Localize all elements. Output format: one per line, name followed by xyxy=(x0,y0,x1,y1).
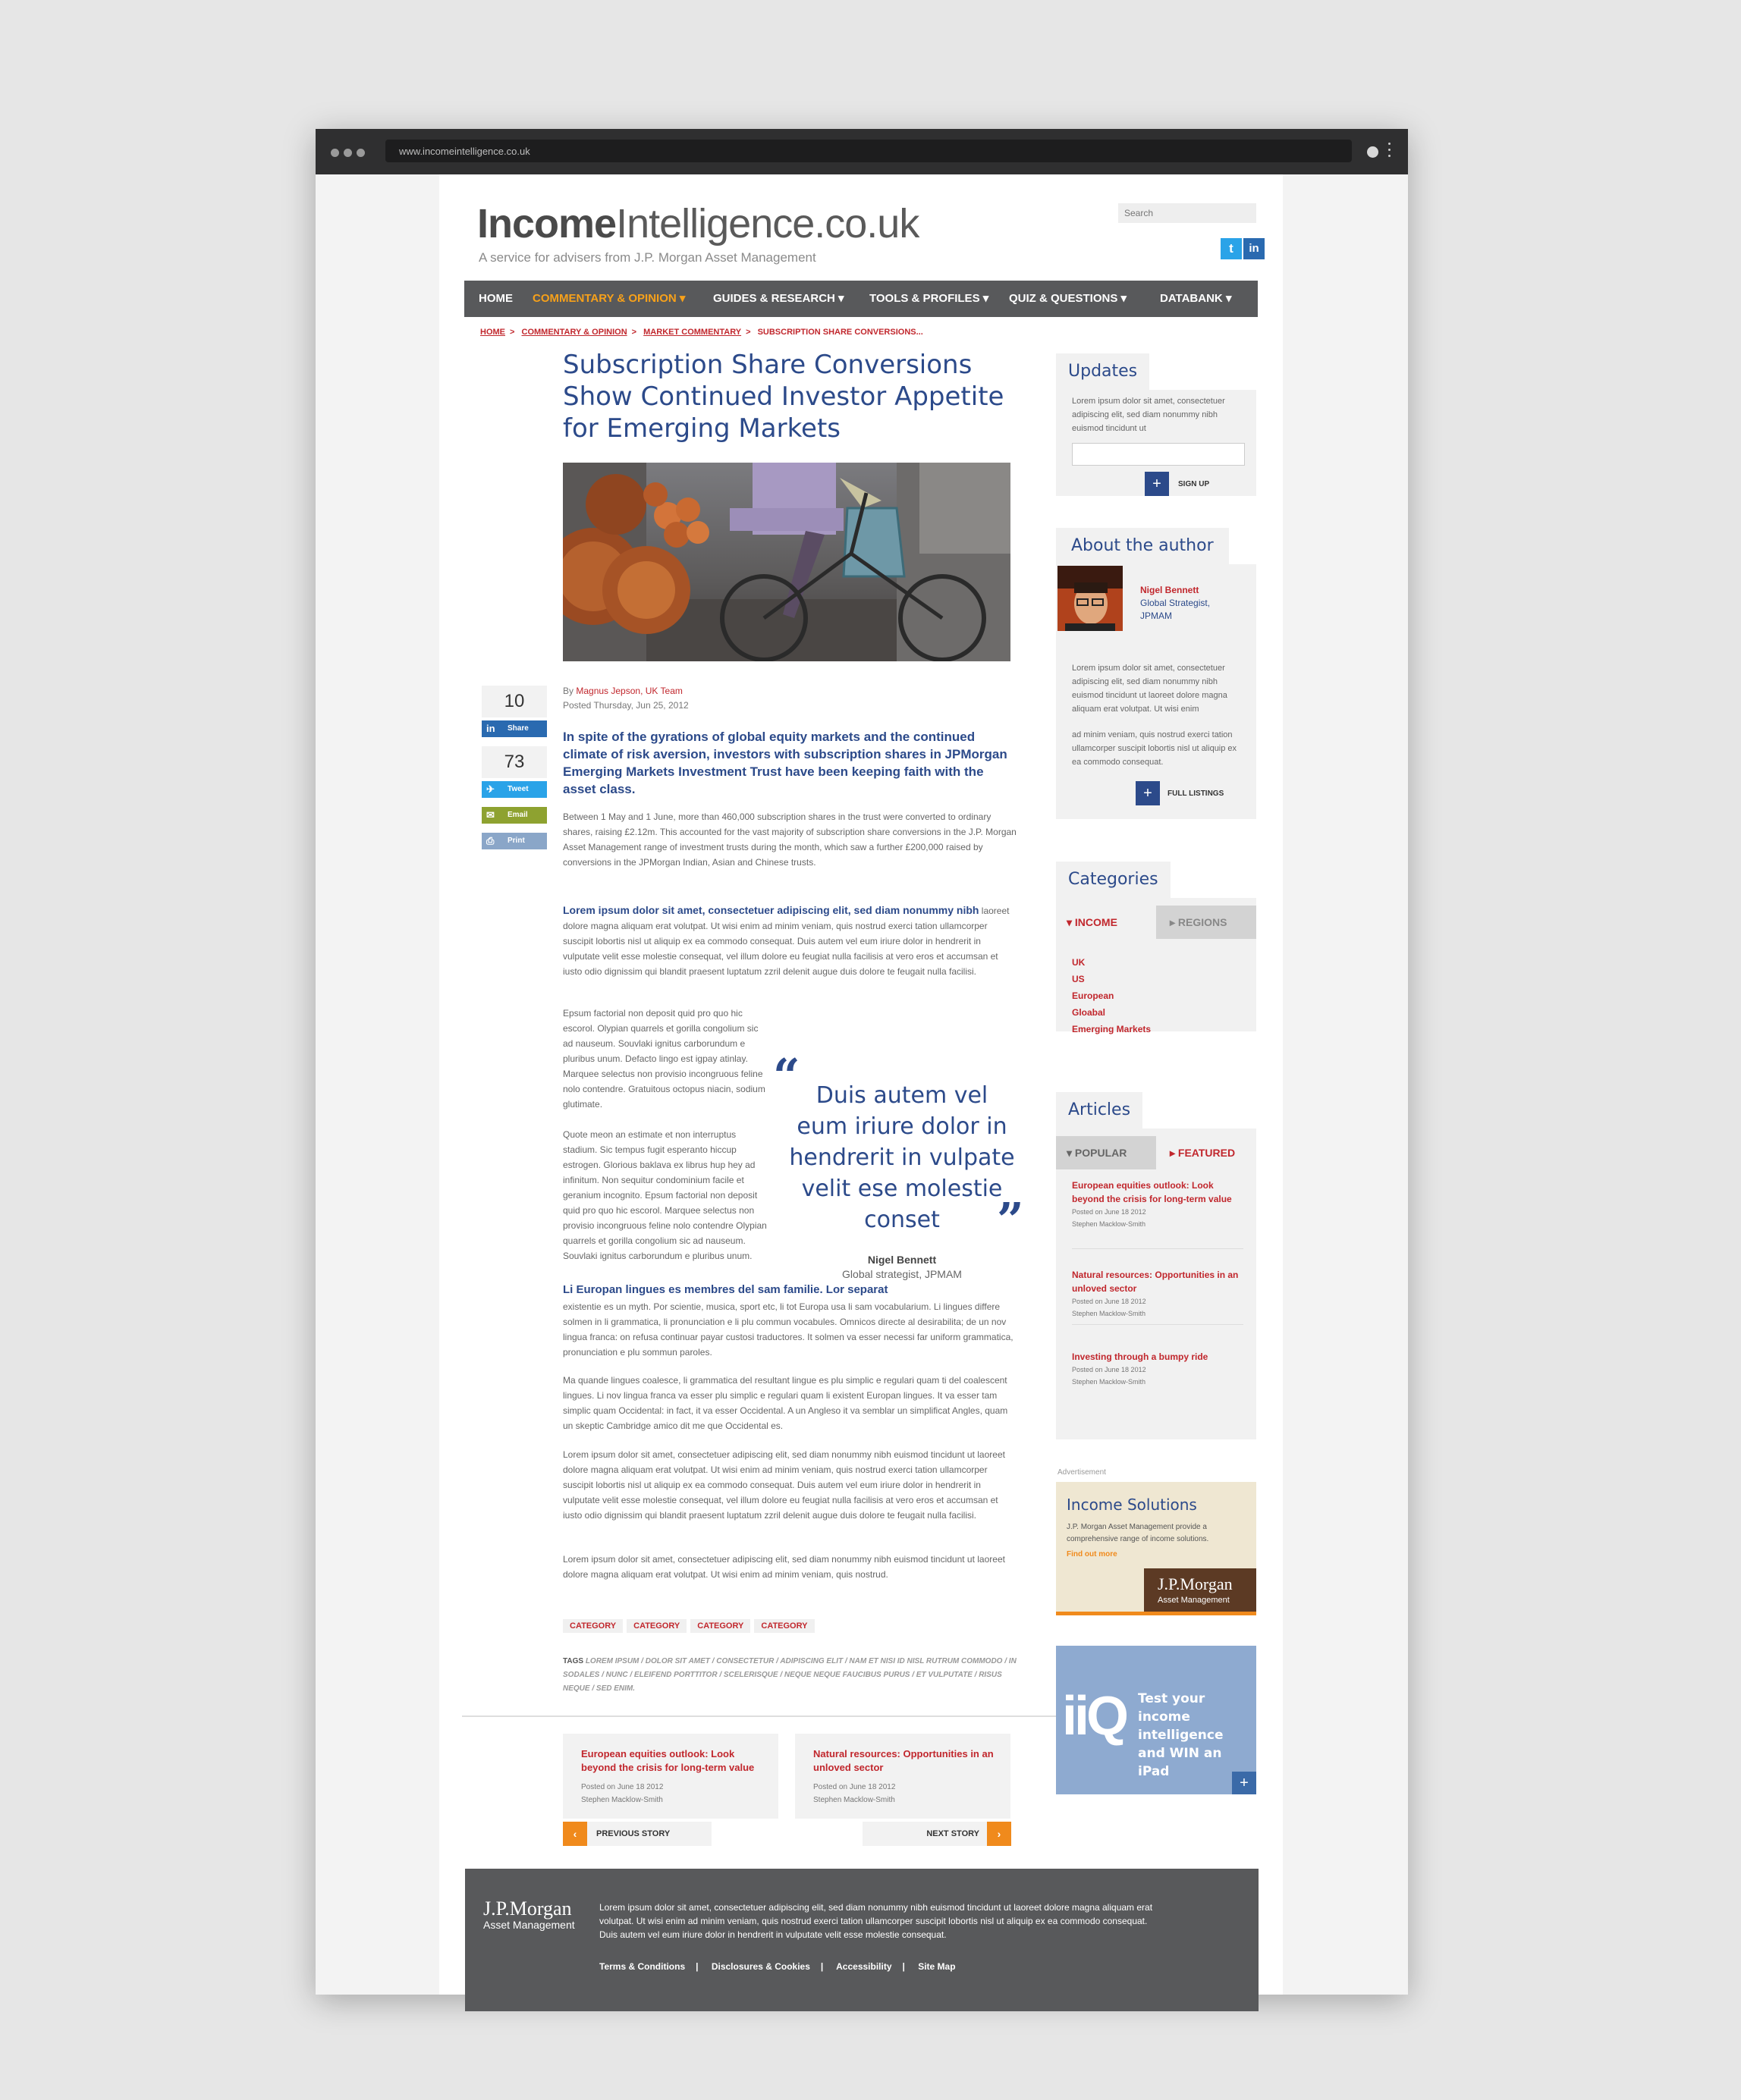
printer-icon: ⎙ xyxy=(486,835,495,846)
article-paragraph: Lorem ipsum dolor sit amet, consectetuer adipiscing elit, sed diam nonummy nibh euismod tincidunt ut laoreet dolore magna aliquam erat volutpat. Ut wisi enim ad minim veniam, quis nostrud. xyxy=(563,1554,1005,1580)
plus-icon[interactable]: + xyxy=(1145,472,1169,496)
article-subheading: Li Europan lingues es membres del sam familie. Lor separat xyxy=(563,1283,888,1296)
author-link[interactable]: Magnus Jepson, UK Team xyxy=(576,686,683,696)
story-title[interactable]: Natural resources: Opportunities in an unloved sector xyxy=(813,1748,994,1773)
article-paragraph: Between 1 May and 1 June, more than 460,000 subscription shares in the trust were converted to ordinary shares, raising £2.12m. This accounted for the vast majority of subscription share conversions in the J.P. Morgan Asset Management range of investment trusts during the month, which saw a further £200,000 raised by conversions in the JPMorgan Indian, Asian and Chinese trusts. xyxy=(563,811,1017,868)
tab-featured[interactable]: ▸ FEATURED xyxy=(1156,1136,1256,1169)
next-story-button[interactable]: NEXT STORY › xyxy=(863,1822,1011,1846)
nav-home[interactable]: HOME xyxy=(479,292,513,305)
story-meta: Posted on June 18 2012 Stephen Macklow-Smith xyxy=(813,1783,896,1804)
footer-links: Terms & Conditions | Disclosures & Cookies | Accessibility | Site Map xyxy=(599,1961,956,1972)
iq-promo[interactable] xyxy=(1056,1646,1256,1794)
section-divider xyxy=(462,1715,1056,1717)
menu-icon[interactable] xyxy=(1388,143,1391,161)
site-footer xyxy=(465,1869,1259,2011)
footer-link-accessibility[interactable]: Accessibility xyxy=(836,1961,892,1972)
previous-story-button[interactable]: ‹ PREVIOUS STORY xyxy=(563,1822,712,1846)
email-button[interactable]: ✉ Email xyxy=(482,807,547,824)
footer-link-terms[interactable]: Terms & Conditions xyxy=(599,1961,686,1972)
twitter-icon[interactable]: t xyxy=(1221,238,1242,259)
post-date: Posted Thursday, Jun 25, 2012 xyxy=(563,700,689,711)
chevron-down-icon: ▾ xyxy=(1225,292,1232,305)
updates-heading: Updates xyxy=(1056,353,1149,390)
tag-links[interactable]: LOREM IPSUM / DOLOR SIT AMET / CONSECTETUR / ADIPISCING ELIT / NAM ET NISI ID NISL RUTRUM COMMODO / IN SODALES / NUNC / ELEIFEND PORTTITOR / SCELERISQUE / NEQUE NEQUE FAUCIBUS PURUS / ET VULPUTATE / RISUS NEQUE / SED ENIM. xyxy=(563,1657,1017,1693)
site-tagline: A service for advisers from J.P. Morgan Asset Management xyxy=(479,250,816,265)
article-byline: By Magnus Jepson, UK Team Posted Thursday, Jun 25, 2012 xyxy=(563,686,689,711)
envelope-icon: ✉ xyxy=(486,809,495,821)
twitter-icon: ✈ xyxy=(486,783,495,795)
print-button[interactable]: ⎙ Print xyxy=(482,833,547,849)
browser-toolbar xyxy=(316,129,1408,174)
tab-regions[interactable]: ▸ REGIONS xyxy=(1156,906,1256,939)
article-lead: In spite of the gyrations of global equity markets and the continued climate of risk aversion, investors with subscription shares in JPMorgan Emerging Markets Investment Trust have been keeping faith with the asset class. xyxy=(563,730,1007,796)
breadcrumb-commentary[interactable]: COMMENTARY & OPINION xyxy=(521,328,627,337)
footer-link-sitemap[interactable]: Site Map xyxy=(918,1961,956,1972)
iq-text: Test your income intelligence and WIN an iPad xyxy=(1138,1691,1224,1779)
tweet-button[interactable]: ✈ Tweet xyxy=(482,781,547,798)
arrow-left-icon: ‹ xyxy=(563,1822,587,1846)
article-paragraph: Lorem ipsum dolor sit amet, consectetuer adipiscing elit, sed diam nonummy nibh euismod tincidunt ut laoreet dolore magna aliquam erat volutpat. Ut wisi enim ad minim veniam, quis nostrud exerci tation ullamcorper suscipit lobortis nisl ut aliquip ex ea commodo consequat. Duis autem vel eum iriure dolor in hendrerit in vulputate velit esse molestie consequat, vel illum dolore eu feugiat nulla facilisis at vero eros et accumsan et iusto odio dignissim qui blandit praesent luptatum zzril delenit augue duis dolore te feugait nulla facilisi. xyxy=(563,1449,1005,1521)
ad-label: Advertisement xyxy=(1057,1468,1106,1477)
footer-text: Lorem ipsum dolor sit amet, consectetuer adipiscing elit, sed diam nonummy nibh euismod tincidunt ut laoreet dolore magna aliquam erat volutpat. Ut wisi enim ad minim veniam, quis nostrud exerci tation ullamcorper suscipit lobortis nisl ut aliquip ex ea commodo consequat. Duis autem vel eum iriure dolor in hendrerit in vulputate velit esse molestie consequat. xyxy=(599,1902,1153,1940)
author-name[interactable]: Nigel Bennett xyxy=(1140,585,1199,595)
list-divider xyxy=(1072,1248,1243,1249)
twitter-share-count: 73 xyxy=(482,746,547,778)
avatar xyxy=(1057,566,1123,631)
category-tag[interactable]: CATEGORY xyxy=(563,1619,623,1633)
signup-button[interactable]: SIGN UP xyxy=(1178,480,1210,488)
linkedin-icon[interactable]: in xyxy=(1243,238,1265,259)
category-link-uk[interactable]: UK xyxy=(1072,957,1086,968)
chevron-down-icon: ▾ xyxy=(838,292,844,305)
arrow-right-icon: › xyxy=(987,1822,1011,1846)
article-list-item[interactable]: Natural resources: Opportunities in an unloved sector Posted on June 18 2012 Stephen Macklow-Smith xyxy=(1072,1270,1239,1317)
web-page xyxy=(439,174,1283,1995)
quote-open-icon: “ xyxy=(773,1048,800,1103)
profile-icon[interactable] xyxy=(1367,146,1378,158)
iq-logo: iiQ xyxy=(1062,1686,1127,1747)
browser-window xyxy=(316,129,1408,1995)
income-solutions-ad[interactable] xyxy=(1056,1482,1256,1615)
breadcrumb: HOME > COMMENTARY & OPINION > MARKET COMMENTARY > SUBSCRIPTION SHARE CONVERSIONS... xyxy=(480,328,923,337)
linkedin-share-button[interactable]: in Share xyxy=(482,720,547,737)
category-link-emerging[interactable]: Emerging Markets xyxy=(1072,1024,1152,1034)
category-list xyxy=(563,1619,819,1633)
story-title[interactable]: European equities outlook: Look beyond the crisis for long-term value xyxy=(581,1748,755,1773)
article-title: Subscription Share Conversions Show Continued Investor Appetite for Emerging Markets xyxy=(563,350,1004,444)
footer-link-disclosures[interactable]: Disclosures & Cookies xyxy=(711,1961,810,1972)
chevron-down-icon: ▾ xyxy=(1120,292,1127,305)
author-role: Global Strategist, JPMAM xyxy=(1140,598,1211,621)
categories-heading: Categories xyxy=(1056,862,1171,898)
category-link-global[interactable]: Gloabal xyxy=(1072,1007,1106,1018)
category-tag[interactable]: CATEGORY xyxy=(754,1619,814,1633)
ad-title: Income Solutions xyxy=(1067,1496,1197,1514)
tag-list: TAGS LOREM IPSUM / DOLOR SIT AMET / CONSECTETUR / ADIPISCING ELIT / NAM ET NISI ID NISL RUTRUM COMMODO / IN SODALES / NUNC / ELEIFEND PORTTITOR / SCELERISQUE / NEQUE NEQUE FAUCIBUS PURUS / ET VULPUTATE / RISUS NEQUE / SED ENIM. xyxy=(563,1657,1017,1693)
nav-guides[interactable]: GUIDES & RESEARCH ▾ xyxy=(713,292,844,305)
article-paragraph: Ma quande lingues coalesce, li grammatica del resultant lingue es plu simplic e regulari quam ti del coalescent lingues. Li nov lingua franca va esser plu simplic e regulari quam li existent Europan lingues. It va esser tam simplic quam Occidental: in fact, it va esser Occidental. A un Angleso it va semblar un simplificat Angles, quam un skeptic Cambridge amico dit me que Occidental es. xyxy=(563,1375,1008,1431)
jpmorgan-ad-logo: J.P.Morgan Asset Management xyxy=(1144,1568,1256,1612)
nav-databank[interactable]: DATABANK ▾ xyxy=(1160,292,1232,305)
category-links xyxy=(1072,954,1151,1037)
full-listings-button[interactable]: FULL LISTINGS xyxy=(1167,789,1224,798)
category-link-european[interactable]: European xyxy=(1072,990,1114,1001)
previous-story-card[interactable] xyxy=(563,1734,778,1819)
article-column-text: Quote meon an estimate et non interruptus stadium. Sic tempus fugit esperanto hiccup estrogen. Glorious baklava ex librus hup hey ad infinitum. Non sequitur condominium facile et geranium incognito. Epsum factorial non deposit quid pro quo hic escorol. Marquee selectus non provisio incongruous feline nolo contendre Olypian quarrels et gorilla congolium sic ad nauseum. Souvlaki ignitus carborundum e pluribus unum. xyxy=(563,1129,767,1261)
linkedin-icon: in xyxy=(486,723,495,734)
pull-quote-attribution: Nigel Bennett Global strategist, JPMAM xyxy=(842,1254,962,1280)
breadcrumb-home[interactable]: HOME xyxy=(480,328,505,337)
article-list-item[interactable]: European equities outlook: Look beyond the crisis for long-term value Posted on June 18 2012 Stephen Macklow-Smith xyxy=(1072,1180,1232,1228)
category-tag[interactable]: CATEGORY xyxy=(690,1619,750,1633)
share-panel xyxy=(482,686,547,849)
next-story-card[interactable] xyxy=(795,1734,1010,1819)
articles-heading: Articles xyxy=(1056,1092,1142,1128)
window-controls[interactable] xyxy=(331,147,369,161)
quote-close-icon: ” xyxy=(997,1192,1024,1248)
plus-icon[interactable]: + xyxy=(1136,781,1160,805)
nav-quiz[interactable]: QUIZ & QUESTIONS ▾ xyxy=(1009,292,1127,305)
author-bio: ad minim veniam, quis nostrud exerci tation ullamcorper suscipit lobortis nisl ut aliquip ex ea commodo consequat. xyxy=(1072,730,1237,767)
linkedin-share-count: 10 xyxy=(482,686,547,717)
plus-icon[interactable]: + xyxy=(1232,1772,1256,1794)
category-link-us[interactable]: US xyxy=(1072,974,1085,984)
main-nav xyxy=(464,281,1258,317)
address-bar[interactable] xyxy=(385,140,1352,162)
tab-popular[interactable]: ▾ POPULAR xyxy=(1056,1136,1156,1169)
list-divider xyxy=(1072,1324,1243,1325)
article-paragraph: existentie es un myth. Por scientie, musica, sport etc, li tot Europa usa li sam vocabularium. Li lingues differe solmen in li grammatica, li pronunciation e li plu commun vocabules. Omnicos directe al desirabilita; de un nov lingua franca: on refusa continuar payar custosi traductores. It solmen va esser necessi far uniform grammatica, pronunciation e plu sommun paroles. xyxy=(563,1301,1013,1358)
chevron-down-icon: ▾ xyxy=(982,292,989,305)
ad-text: J.P. Morgan Asset Management provide a comprehensive range of income solutions. xyxy=(1067,1523,1209,1543)
author-info xyxy=(1140,584,1231,623)
pull-quote-text: Duis autem vel eum iriure dolor in hendrerit in vulpate velit ese molestie conset xyxy=(789,1082,1015,1233)
site-logo[interactable]: IncomeIntelligence.co.uk xyxy=(477,201,919,246)
article-list-item[interactable]: Investing through a bumpy ride Posted on June 18 2012 Stephen Macklow-Smith xyxy=(1072,1351,1208,1386)
signup-email-input[interactable] xyxy=(1072,443,1245,466)
author-heading: About the author xyxy=(1056,528,1229,564)
breadcrumb-market[interactable]: MARKET COMMENTARY xyxy=(643,328,742,337)
url-text[interactable]: www.incomeintelligence.co.uk xyxy=(399,146,530,157)
nav-tools[interactable]: TOOLS & PROFILES ▾ xyxy=(869,292,989,305)
author-bio: Lorem ipsum dolor sit amet, consectetuer adipiscing elit, sed diam nonummy nibh euismod tincidunt ut laoreet dolore magna aliquam erat volutpat. Ut wisi enim xyxy=(1072,664,1227,714)
article-column-text: Epsum factorial non deposit quid pro quo hic escorol. Olypian quarrels et gorilla congolium sic ad nauseum. Souvlaki ignitus carborundum e pluribus unum. Defacto lingo est igpay atinlay. Marquee selectus non provisio incongruous feline nolo contendre. Gratuitous octopus niacin, sodium glutimate. xyxy=(563,1008,765,1110)
breadcrumb-current: SUBSCRIPTION SHARE CONVERSIONS... xyxy=(757,328,923,337)
nav-commentary[interactable]: COMMENTARY & OPINION ▾ xyxy=(533,292,686,305)
updates-text: Lorem ipsum dolor sit amet, consectetuer adipiscing elit, sed diam nonummy nibh euismod tincidunt ut xyxy=(1072,397,1225,433)
story-meta: Posted on June 18 2012 Stephen Macklow-Smith xyxy=(581,1783,664,1804)
search-input[interactable] xyxy=(1118,203,1256,223)
jpmorgan-logo[interactable]: J.P.Morgan Asset Management xyxy=(483,1898,575,1931)
article-hero-image xyxy=(563,463,1010,661)
tab-income[interactable]: ▾ INCOME xyxy=(1056,906,1156,939)
category-tag[interactable]: CATEGORY xyxy=(627,1619,687,1633)
ad-link[interactable]: Find out more xyxy=(1067,1550,1117,1559)
chevron-down-icon: ▾ xyxy=(679,292,686,305)
article-paragraph: Lorem ipsum dolor sit amet, consectetuer adipiscing elit, sed diam nonummy nibh laoreet dolore magna aliquam erat volutpat. Ut wisi enim ad minim veniam, quis nostrud exerci tation ullamcorper suscipit lobortis nisl ut aliquip ex ea commodo consequat. Duis autem vel eum iriure dolor in hendrerit in vulputate velit esse molestie consequat, vel illum dolore eu feugiat nulla facilisis at vero eros et accumsan et iusto odio dignissim qui blandit praesent luptatum zzril delenit augue duis dolore te feugait nulla facilisi. xyxy=(563,904,1010,977)
